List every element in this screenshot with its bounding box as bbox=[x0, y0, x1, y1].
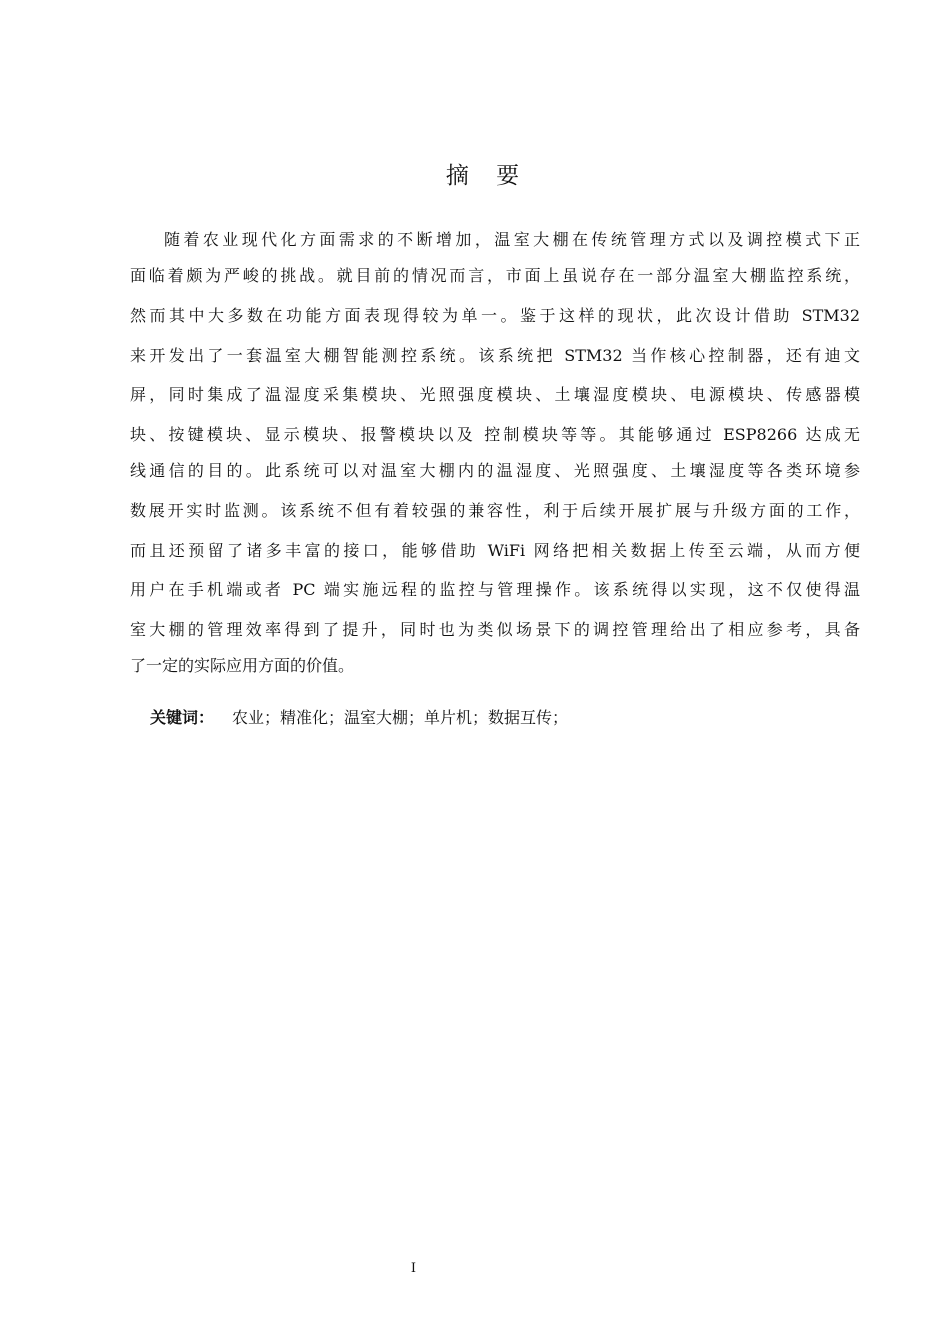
abstract-line: 了一定的实际应用方面的价值。 bbox=[130, 656, 355, 675]
abstract-line: 数展开实时监测。该系统不但有着较强的兼容性，利于后续开展扩展与升级方面的工作， bbox=[130, 501, 860, 520]
abstract-line: 然而其中大多数在功能方面表现得较为单一。鉴于这样的现状，此次设计借助 STM32 bbox=[130, 306, 860, 325]
abstract-line: 室大棚的管理效率得到了提升，同时也为类似场景下的调控管理给出了相应参考，具备 bbox=[130, 620, 860, 639]
abstract-title: 摘 要 bbox=[445, 163, 530, 189]
abstract-line: 块、按键模块、显示模块、报警模块以及 控制模块等等。其能够通过 ESP8266 达成无 bbox=[130, 425, 860, 444]
keywords-row bbox=[150, 708, 568, 728]
abstract-line: 屏，同时集成了温湿度采集模块、光照强度模块、土壤湿度模块、电源模块、传感器模 bbox=[130, 385, 860, 404]
abstract-line: 用户在手机端或者 PC 端实施远程的监控与管理操作。该系统得以实现，这不仅使得温 bbox=[130, 580, 860, 599]
keywords-text: 农业；精准化；温室大棚；单片机；数据互传； bbox=[232, 708, 569, 727]
abstract-line: 而且还预留了诸多丰富的接口，能够借助 WiFi 网络把相关数据上传至云端，从而方便 bbox=[130, 541, 860, 560]
abstract-line: 面临着颇为严峻的挑战。就目前的情况而言，市面上虽说存在一部分温室大棚监控系统， bbox=[130, 266, 860, 285]
abstract-line: 线通信的目的。此系统可以对温室大棚内的温湿度、光照强度、土壤湿度等各类环境参 bbox=[130, 461, 860, 480]
abstract-line: 随着农业现代化方面需求的不断增加，温室大棚在传统管理方式以及调控模式下正 bbox=[164, 230, 860, 249]
keywords-label: 关键词： bbox=[150, 708, 215, 727]
page-number: I bbox=[410, 1261, 417, 1276]
abstract-line: 来开发出了一套温室大棚智能测控系统。该系统把 STM32 当作核心控制器，还有迪文 bbox=[130, 346, 860, 365]
